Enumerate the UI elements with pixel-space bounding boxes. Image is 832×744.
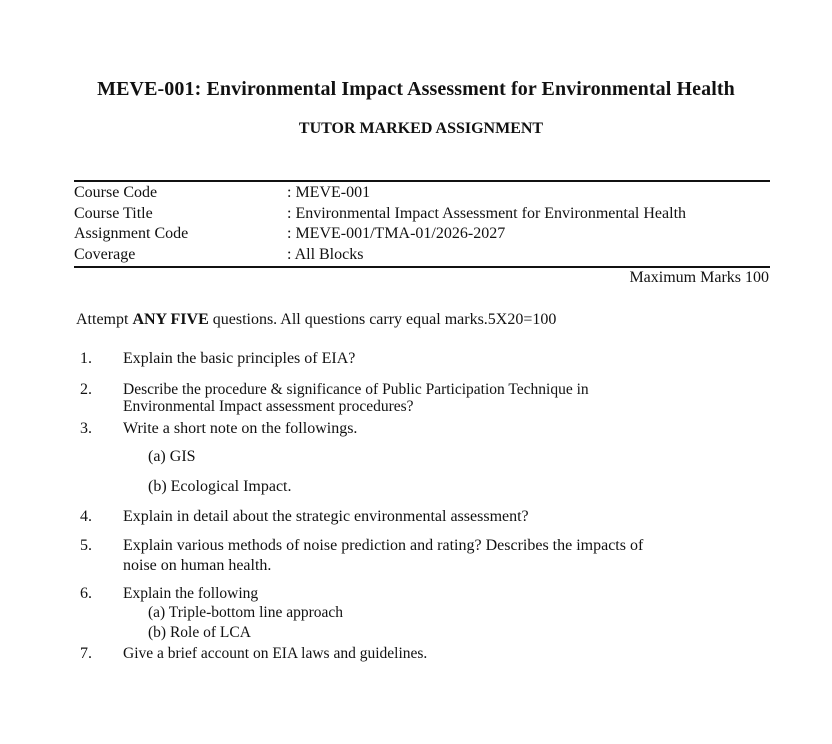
question-text [123,381,743,415]
course-info-table [74,183,770,265]
question-text: Explain in detail about the strategic environmental assessment? [123,508,529,525]
question-number: 1. [80,350,92,367]
question-number: 5. [80,537,92,554]
info-value: : MEVE-001/TMA-01/2026-2027 [287,225,506,242]
sub-question: (b) Ecological Impact. [148,478,292,495]
info-value: : MEVE-001 [287,184,371,201]
question-text-line: Environmental Impact assessment procedures? [123,398,414,415]
info-label: Course Code [74,184,158,201]
info-value: : All Blocks [287,245,364,263]
document-subtitle: TUTOR MARKED ASSIGNMENT [298,120,544,137]
question-text: Write a short note on the followings. [123,420,358,437]
question-text: Explain the following [123,585,259,602]
info-row-assignment-code [74,224,770,245]
info-value: : Environmental Impact Assessment for Environmental Health [287,204,687,222]
question-text-line: Describe the procedure & significance of Public Participation Technique in [123,381,589,398]
info-label: Course Title [74,204,153,222]
info-row-course-code [74,183,770,204]
maximum-marks: Maximum Marks 100 [629,269,769,286]
question-text-line: noise on human health. [123,557,272,574]
info-bottom-rule [74,266,770,268]
question-number: 2. [80,381,92,398]
document-title: MEVE-001: Environmental Impact Assessment for Environmental Health [97,78,735,100]
question-number: 3. [80,420,92,437]
question-number: 7. [80,645,92,662]
sub-question: (a) Triple-bottom line approach [148,604,343,621]
info-top-rule [74,180,770,182]
instruction-emphasis: ANY FIVE [132,311,209,328]
instruction-suffix: questions. All questions carry equal marks.5X20=100 [208,311,557,328]
info-label: Assignment Code [74,225,189,242]
question-text: Give a brief account on EIA laws and guidelines. [123,645,428,662]
question-text [123,537,743,575]
instruction-prefix: Attempt [76,311,133,328]
question-number: 6. [80,585,92,602]
sub-question: (a) GIS [148,448,196,465]
question-text-line: Explain various methods of noise prediction and rating? Describes the impacts of [123,537,644,554]
info-row-coverage [74,245,770,266]
info-label: Coverage [74,245,136,263]
question-number: 4. [80,508,92,525]
sub-question: (b) Role of LCA [148,624,251,641]
question-text: Explain the basic principles of EIA? [123,350,356,367]
instruction-line [76,311,556,329]
info-row-course-title [74,204,770,225]
